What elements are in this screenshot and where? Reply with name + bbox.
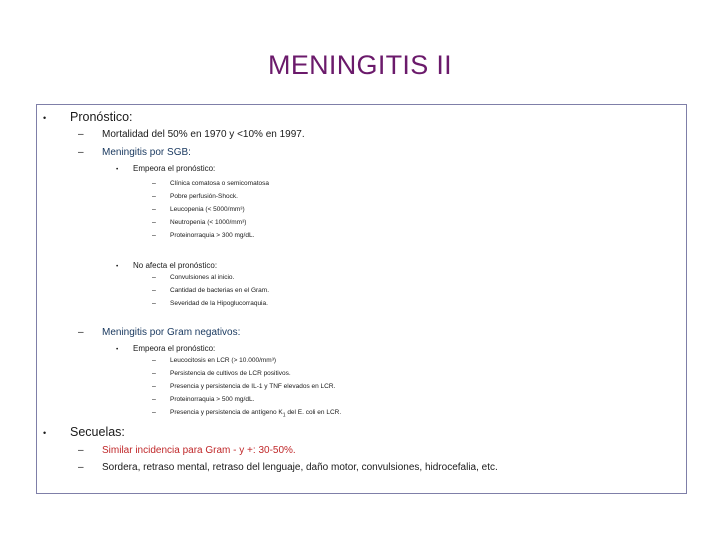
slide-title: MENINGITIS II xyxy=(268,50,452,80)
list-item: Leucocitosis en LCR (> 10.000/mm³) xyxy=(170,357,277,364)
bullet-icon: • xyxy=(116,263,119,270)
list-item: Severidad de la Hipoglucorraquia. xyxy=(170,300,268,307)
list-item: Clínica comatosa o semicomatosa xyxy=(170,180,269,187)
dash-icon: – xyxy=(78,327,84,338)
list-item: Neutropenia (< 1000/mm³) xyxy=(170,219,247,226)
dash-icon: – xyxy=(152,180,156,187)
dash-icon: – xyxy=(152,396,156,403)
dash-icon: – xyxy=(78,147,84,158)
dash-icon: – xyxy=(152,219,156,226)
list-item: Presencia y persistencia de IL-1 y TNF elevados en LCR. xyxy=(170,383,336,390)
list-item: Proteinorraquia > 300 mg/dL. xyxy=(170,232,255,239)
sgb-heading: Meningitis por SGB: xyxy=(102,147,191,158)
sgb-no-afecta-label: No afecta el pronóstico: xyxy=(133,261,218,270)
dash-icon: – xyxy=(152,274,156,281)
pronostico-heading: Pronóstico: xyxy=(70,110,133,124)
list-item-text: del E. coli en LCR. xyxy=(285,409,342,416)
dash-icon: – xyxy=(152,370,156,377)
dash-icon: – xyxy=(78,445,84,456)
dash-icon: – xyxy=(152,357,156,364)
list-item xyxy=(170,409,341,418)
gram-neg-empeora-label: Empeora el pronóstico: xyxy=(133,344,216,353)
secuelas-heading: Secuelas: xyxy=(70,425,125,439)
dash-icon: – xyxy=(78,462,84,473)
subscript: 1 xyxy=(282,412,286,419)
gram-neg-heading: Meningitis por Gram negativos: xyxy=(102,327,241,338)
list-item: Persistencia de cultivos de LCR positivos. xyxy=(170,370,291,377)
dash-icon: – xyxy=(152,206,156,213)
dash-icon: – xyxy=(152,193,156,200)
list-item: Convulsiones al inicio. xyxy=(170,274,235,281)
list-item: Pobre perfusión-Shock. xyxy=(170,193,238,200)
list-item: Cantidad de bacterias en el Gram. xyxy=(170,287,269,294)
dash-icon: – xyxy=(152,232,156,239)
secuelas-item-1: Similar incidencia para Gram - y +: 30-50%. xyxy=(102,445,296,456)
list-item-text: Presencia y persistencia de antígeno K xyxy=(170,409,283,416)
secuelas-item-2: Sordera, retraso mental, retraso del lenguaje, daño motor, convulsiones, hidrocefalia, etc. xyxy=(102,462,498,473)
dash-icon: – xyxy=(152,300,156,307)
bullet-icon: • xyxy=(43,428,47,438)
bullet-icon: • xyxy=(116,166,119,173)
sgb-empeora-label: Empeora el pronóstico: xyxy=(133,164,216,173)
list-item: Proteinorraquia > 500 mg/dL. xyxy=(170,396,255,403)
dash-icon: – xyxy=(152,287,156,294)
mortalidad-text: Mortalidad del 50% en 1970 y <10% en 1997. xyxy=(102,129,305,140)
bullet-icon: • xyxy=(43,113,47,123)
dash-icon: – xyxy=(152,409,156,416)
dash-icon: – xyxy=(78,129,84,140)
content-frame xyxy=(36,104,687,494)
list-item: Leucopenia (< 5000/mm³) xyxy=(170,206,245,213)
bullet-icon: • xyxy=(116,346,119,353)
dash-icon: – xyxy=(152,383,156,390)
